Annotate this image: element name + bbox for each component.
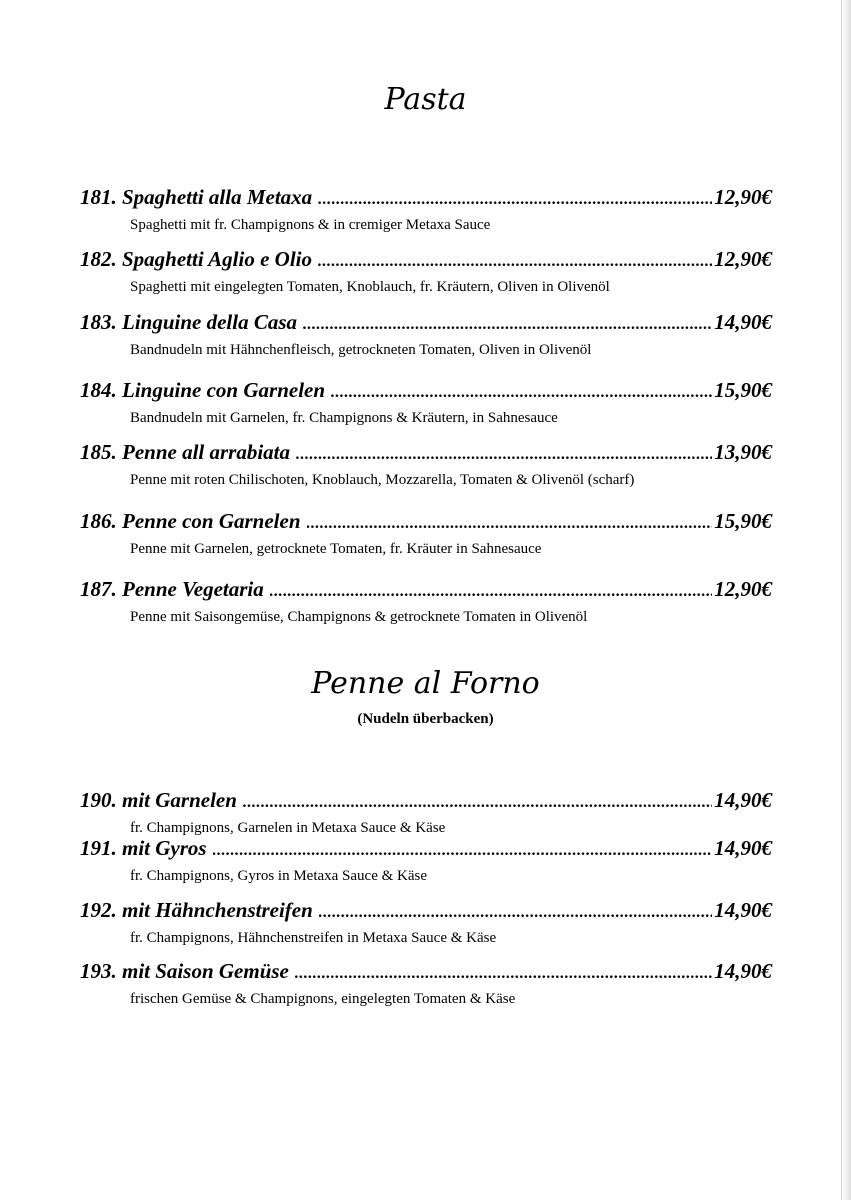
- item-price: 14,90€: [714, 788, 772, 812]
- dot-leader: [318, 187, 712, 213]
- item-description: Penne mit roten Chilischoten, Knoblauch, Mozzarella, Tomaten & Olivenöl (scharf): [130, 472, 635, 488]
- item-price: 15,90€: [714, 378, 772, 402]
- menu-item: [80, 246, 772, 296]
- item-name: 184. Linguine con Garnelen: [80, 378, 326, 402]
- menu-item: [80, 787, 772, 837]
- dot-leader: [243, 790, 712, 816]
- item-description: Penne mit Garnelen, getrocknete Tomaten, fr. Kräuter in Sahnesauce: [130, 541, 542, 557]
- menu-item: [80, 958, 772, 1008]
- item-description: Penne mit Saisongemüse, Champignons & getrocknete Tomaten in Olivenöl: [130, 609, 588, 625]
- item-name: 182. Spaghetti Aglio e Olio: [80, 247, 312, 271]
- item-price: 14,90€: [714, 836, 772, 860]
- item-name: 183. Linguine della Casa: [80, 310, 298, 334]
- item-description: fr. Champignons, Gyros in Metaxa Sauce & Käse: [130, 868, 428, 884]
- item-description: Bandnudeln mit Garnelen, fr. Champignons & Kräutern, in Sahnesauce: [130, 410, 558, 426]
- menu-item: [80, 439, 772, 489]
- section-title-penne-al-forno: Penne al Forno: [311, 666, 540, 701]
- menu-item: [80, 184, 772, 234]
- menu-item: [80, 377, 772, 427]
- menu-item: [80, 309, 772, 359]
- item-name: 192. mit Hähnchenstreifen: [80, 898, 313, 922]
- item-price: 15,90€: [714, 509, 772, 533]
- dot-leader: [270, 579, 713, 605]
- dot-leader: [307, 511, 713, 537]
- item-name: 187. Penne Vegetaria: [80, 577, 264, 601]
- item-description: Spaghetti mit eingelegten Tomaten, Knoblauch, fr. Kräutern, Oliven in Olivenöl: [130, 279, 610, 295]
- item-price: 12,90€: [714, 577, 772, 601]
- item-description: fr. Champignons, Garnelen in Metaxa Sauce & Käse: [130, 820, 446, 836]
- item-price: 14,90€: [714, 959, 772, 983]
- item-name: 181. Spaghetti alla Metaxa: [80, 185, 313, 209]
- menu-item: [80, 508, 772, 558]
- item-price: 14,90€: [714, 898, 772, 922]
- item-price: 12,90€: [714, 247, 772, 271]
- item-price: 14,90€: [714, 310, 772, 334]
- item-name: 190. mit Garnelen: [80, 788, 237, 812]
- item-name: 185. Penne all arrabiata: [80, 440, 291, 464]
- section-title-pasta: Pasta: [384, 82, 467, 117]
- dot-leader: [318, 249, 712, 275]
- section-subtitle: (Nudeln überbacken): [357, 711, 494, 727]
- item-description: Spaghetti mit fr. Champignons & in cremiger Metaxa Sauce: [130, 217, 491, 233]
- dot-leader: [213, 838, 713, 864]
- item-price: 12,90€: [714, 185, 772, 209]
- item-name: 186. Penne con Garnelen: [80, 509, 301, 533]
- dot-leader: [331, 380, 712, 406]
- menu-item: [80, 897, 772, 947]
- item-description: Bandnudeln mit Hähnchenfleisch, getrockneten Tomaten, Oliven in Olivenöl: [130, 342, 592, 358]
- item-name: 193. mit Saison Gemüse: [80, 959, 289, 983]
- menu-item: [80, 576, 772, 626]
- item-description: frischen Gemüse & Champignons, eingelegten Tomaten & Käse: [130, 991, 516, 1007]
- page-edge: [841, 0, 851, 1200]
- dot-leader: [303, 312, 712, 338]
- menu-item: [80, 835, 772, 885]
- item-price: 13,90€: [714, 440, 772, 464]
- dot-leader: [296, 442, 712, 468]
- item-description: fr. Champignons, Hähnchenstreifen in Metaxa Sauce & Käse: [130, 930, 497, 946]
- dot-leader: [295, 961, 712, 987]
- item-name: 191. mit Gyros: [80, 836, 207, 860]
- dot-leader: [319, 900, 712, 926]
